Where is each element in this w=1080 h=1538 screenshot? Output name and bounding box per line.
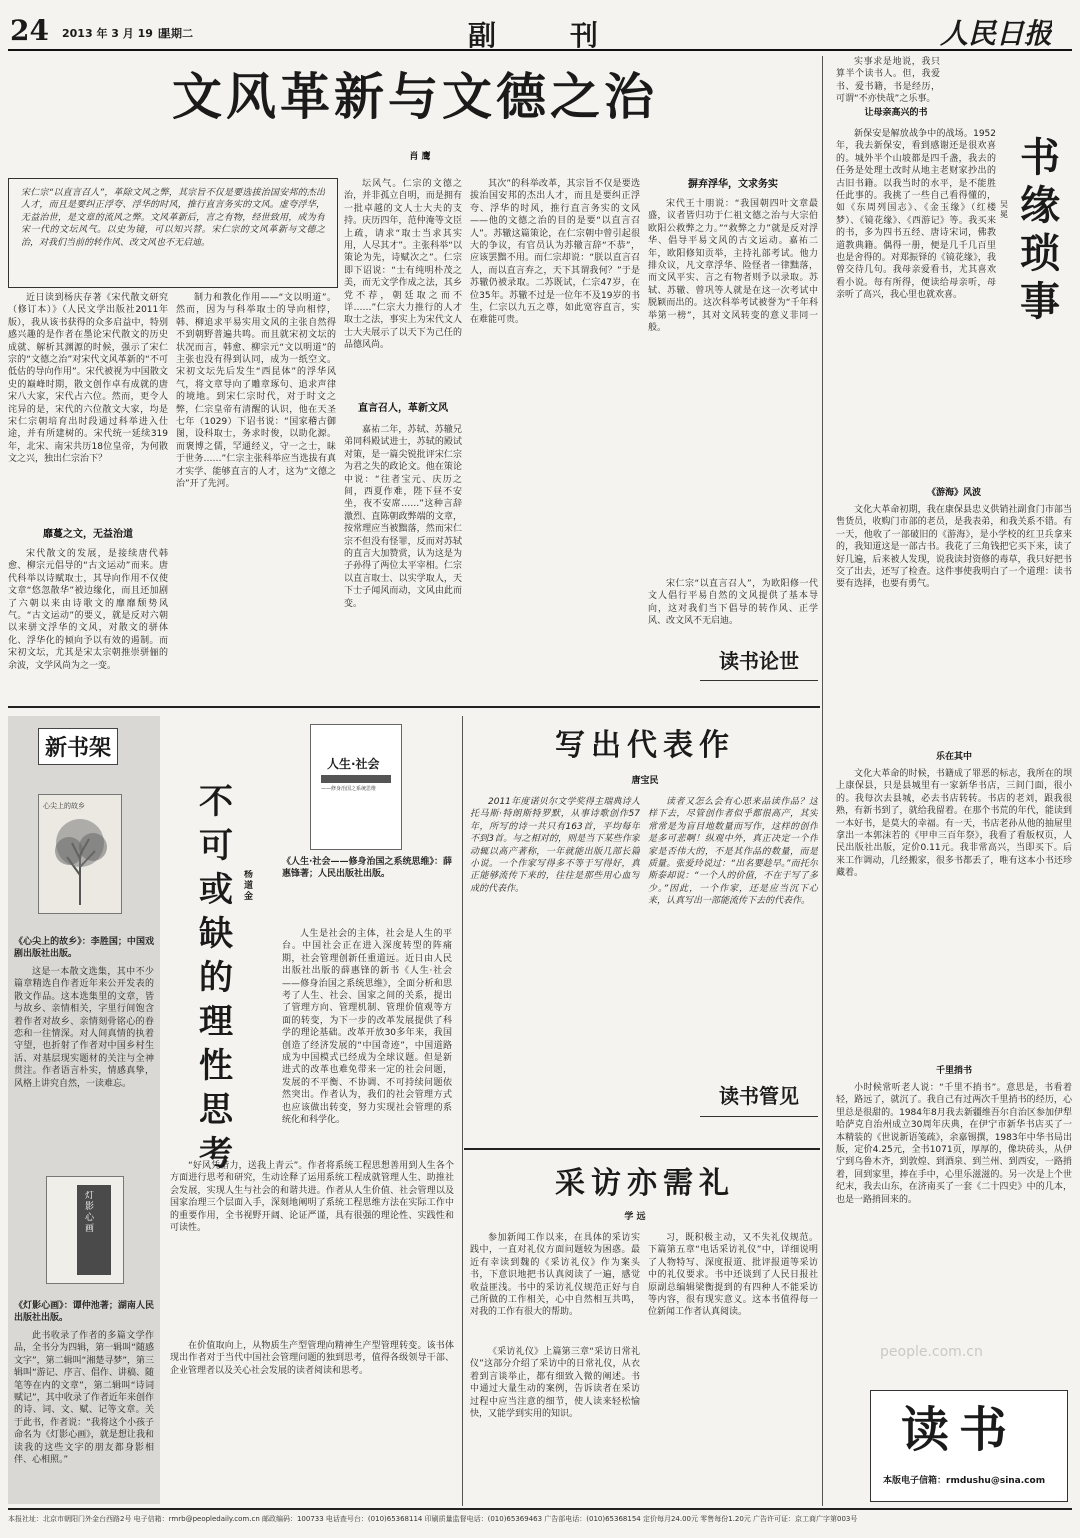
new-bookshelf-panel <box>8 716 160 1504</box>
issue-weekday: 星期二 <box>160 27 193 40</box>
lead-abstract-text: 宋仁宗“以直言召人”，革除文风之弊，其宗旨不仅是要选拔治国安邦的杰出人才，而且是要纠正浮夸、浮华的时风，推行直言务实的文风。虚夸浮华，无益治世，是文章的流风之弊。文风革新后，言之有物，经世致用，成为有宋一代的文坛风气。以史为镜，可以知兴替。宋仁宗的文风革新与文德之治，对我们当前的转作风、改文风也不无启迪。 <box>21 188 325 248</box>
lead-title: 文风革新与文德之治 <box>172 67 658 126</box>
lead-col1: 近日读到杨庆存著《宋代散文研究（修订本）》（人民文学出版社2011年版），我从该书获得的众多启益中，特别感兴趣的是作者在墨论宋代散文的历史成就、解析其渊源的时候，强示了宋仁宗的“文德之治”对宋代文风革新的“不可低估的导向作用”。宋代被视为中国散文史的巅峰时期，散文创作卓有成就的唐宋八大家，宋代占六位。然而，更令人诧异的是，宋代的六位散文大家，均是宋仁宗朝培育出时段通过科举进入仕途，并有所建树的。宋代统一延续319年，北宋、南宋共历18位皇帝，为何散文之兴，独出仁宗治下？ <box>8 293 168 465</box>
right-sub1-text: 新保安是解放战争中的战场。1952年，我去新保安，看到感谢还是很欢喜的。城外半个山坡都是四千盏，我去的任务是处理土改时从地主老财家抄出的古旧书籍。以我当时的水平，是不能胜任此事的。我挑了一些自己看得懂的，如《东周列国志》、《金玉缘》（红楼梦）、《镜花缘》、《西游记》等。我买来的书，多为四书五经、唐诗宋词，佛教道教典籍。偶得一册，便是几千几百里也是舍得的。对郑振铎的《镜花缘》，我曾交待几句。我母亲爱看书，尤其喜欢看小说。每有所得，便读给母亲听，母亲听了高兴，我心里也就欢喜。 <box>836 129 996 301</box>
tree-illustration <box>39 795 121 913</box>
new-bookshelf-label: 新书架 <box>38 728 118 765</box>
right-author: 吴 冕 <box>1000 200 1008 219</box>
book-cover-xinjian <box>38 794 122 914</box>
editor-email: 本版电子信箱：rmdushu@sina.com <box>883 1476 1046 1486</box>
lead-col3: 坛风气。仁宗的文德之治，并非孤立自明，而是拥有一批卓越的文人士大夫的支持。庆历四年，范仲淹等文臣上疏，请求“取士当求其实用，人尽其才”。主张科举“以策论为先，诗赋次之”。仁宗即下诏说：“士有纯明朴茂之美，而无文学作成之法，其乡党不荐，朝廷取之而不详……”仁宗大力推行的人才取士之法，事实上为宋代文人士大夫展示了以天下为己任的品德风尚。 <box>344 179 462 351</box>
imprint-footer: 本报社址：北京市朝阳门外金台西路2号 电子信箱：rmrb@peopledaily.com.cn 邮政编码：100733 电话查号台：(010)65368114 印刷质量监督电话：(010)65369463 广告部电话：(010)65368154 定价每月24.00元 零售每份1.20元 广告许可证：京工商广字第003号 <box>8 1515 858 1523</box>
dushu-footer-box <box>870 1390 1068 1502</box>
lead-col5: 宋代王十朋说：“我国朝四叶文章最盛，议者皆归功于仁祖文德之治与大宗伯欧阳公救弊之力。”“救弊之力”就是反对浮华、倡导平易文风的古文运动。嘉祐二年，欧阳修知贡举，主持礼部考试。他力排众议，凡文章浮华、险怪者一律黜落，而文风平实、言之有物者则予以录取。苏轼、苏辙、曾巩等人就是在这一次考试中脱颖而出的。这次科举考试被誉为“千年科举第一榜”，其对文风转变的意义非同一般。 <box>648 199 818 334</box>
essay2-book-cover-title: 人生·社会 <box>327 757 380 771</box>
book1-text: 这是一本散文选集，其中不少篇章精选自作者近年来公开发表的散文作品。这本选集里的文章，皆与故乡、亲情相关，字里行间饱含着作者对故乡、亲情刻骨铭心的眷恋和一往情深。对人间真情的执着守望，也折射了作者对中国乡村生活、对基层现实题材的关注与全神贯注。作者语言朴实，情感真挚，风格上讲究自然，一读难忘。 <box>14 967 154 1089</box>
essay2-text2: “好风凭借力，送我上青云”。作者将系统工程思想善用到人生各个方面进行思考和研究，生动诠释了运用系统工程成就管理人生、助推社会发展，实现人生与社会的和谐共进。作者从人生价值、社会管理以及国家治理三个层面入手，深刻地阐明了系统工程思维方法在实际工作中的重要作用，全书视野开阔、论证严谨，具有很强的理论性、实践性和可读性。 <box>170 1161 454 1234</box>
newspaper-logo: 人民日报 <box>940 17 1053 50</box>
right-sub3: 乐在其中 <box>935 752 972 762</box>
section-name: 副 刊 <box>468 19 605 50</box>
essay2-book-caption: 《人生·社会——修身治国之系统思维》：薛惠锋著；人民出版社出版。 <box>282 857 452 880</box>
issue-date: 2013 年 3 月 19 日 <box>62 27 168 40</box>
essay3-text-right: 读者又怎么会有心思来品读作品？这样下去，尽管创作者似乎都很高产，其实常常是为盲目地数量而写作，这样的创作是多可悲啊！纵观中外，真正决定一个作家是否伟大的，不是其作品的数量，而是质量。张爱玲说过：“出名要趁早。”而托尔斯泰却说：“一个人的价值，不在于写了多少。”因此，一个作家，还是应当沉下心来，认真写出一部能流传下去的代表作。 <box>648 797 818 907</box>
essay4-text1: 参加新闻工作以来，在具体的采访实践中，一直对礼仪方面问题较为困惑。最近有幸读到魏的《采访礼仪》作为案头书，下意识地把书认真阅读了一遍，感觉收益匪浅。书中的采访礼仪规范正好与自己所做的工作相关，心中自然相互共鸣，对我的工作有很大的帮助。 <box>470 1233 640 1318</box>
masthead <box>0 0 1080 50</box>
essay2-book-cover-sub: ——修身治国之系统思维 <box>321 786 377 792</box>
right-intro: 实事求是地说，我只算半个读书人。但，我爱书、爱书籍，书是经历，可谓“不亦快哉”之乐事。 <box>836 57 940 104</box>
lead-col1b: 宋代散文的发展，是接续唐代韩愈、柳宗元倡导的“古文运动”而来。唐代科举以诗赋取士，其导向作用不仅使文章“悠忽散华”被边缘化，而且还加剧了六朝以来由诗歌文的靡靡颓势风气。“古文运动”的要义，就是反对六朝以来骈文浮华的文风，对散文的骈体化、浮华化的倾向予以有效的遏制。而宋初文坛，尤其是宋太宗朝推崇骈俪的余波，文学风尚为之一变。 <box>8 549 168 671</box>
essay2-text1: 人生是社会的主体，社会是人生的平台。中国社会正在进入深度转型的阵痛期，社会管理创新任重道远。近日由人民出版社出版的薛惠锋的新书《人生·社会——修身治国之系统思维》，全面分析和思考了人生、社会、国家之间的关系，提出了管理方向、管理机制、管理价值观等方面的转变，为下一步的改革发展提供了科学的理论基础。改革开放30多年来，我国创造了经济发展的“中国奇迹”，中国道路成为中国模式已经成为全球议题。但是新进式的改革也难免带来一定的社会问题，发展的不平衡、不协调、不可持续问题依然突出。作者认为，我们的社会管理方式也应该做出转变，努力实现社会管理的系统化和科学化。 <box>282 929 452 1126</box>
essay2-book-cover <box>310 724 402 850</box>
right-sub4: 千里捎书 <box>935 1066 972 1076</box>
column-label-dushu-guanjian: 读书管见 <box>700 1076 818 1117</box>
page-number: 24 <box>10 14 49 47</box>
lead-author: 肖 鹰 <box>409 152 431 162</box>
book2-caption: 《灯影心画》：谭仲池著；湖南人民出版社出版。 <box>14 1301 154 1324</box>
lead-col3b: 嘉祐二年，苏轼、苏辙兄弟同科殿试进士，苏轼的殿试对策，是一篇尖锐批评宋仁宗为君之失的政论文。他在策论中说：“往者宝元、庆历之间，西夏作难，陛下昼不安坐，夜不安席……”这种言辞激烈、直陈朝政弊端的文章，按常理应当被黜落，然而宋仁宗不但没有怪罪，反而对苏轼的直言大加赞赏，认为这是为子孙得了两位太平宰相。仁宗以直言取士、以实学取人，天下士子闻风而动，文风由此而变。 <box>344 425 462 609</box>
essay4-text2: 《采访礼仪》上篇第三章“采访日常礼仪”这部分介绍了采访中的日常礼仪，从衣着到言谈举止，都有细致入微的阐述。书中通过大量生动的案例，告诉读者在采访过程中应当注意的细节，使人读来轻松愉快，又能学到实用的知识。 <box>470 1347 640 1420</box>
right-sub4-text: 小时候常听老人说：“千里不捎书”。意思是，书看着轻，路远了，就沉了。我自己有过两次千里捎书的经历，心里总是很甜的。1984年8月我去新疆维吾尔自治区参加伊犁哈萨克自治州成立30周年庆典，在伊宁市新华书店买了一本精装的《世说新语笺疏》，余嘉锡撰，1983年中华书局出版，定价4.25元，全书1071页，厚厚的，像块砖头，从伊宁到乌鲁木齐，到敦煌、到酒泉、到兰州、到西安，一路捎着，回到家里，捧在手中，心里乐滋滋的。另一次是上个世纪末，我去山东，在济南买了一套《二十四史》中的几本，也是一路捎回来的。 <box>836 1083 1072 1205</box>
lead-col1-subhead: 靡蔓之文，无益治道 <box>43 529 133 540</box>
right-sub1: 让母亲高兴的书 <box>864 108 928 118</box>
essay4-title: 采访亦需礼 <box>555 1166 735 1201</box>
essay3-text-left: 2011年度诺贝尔文学奖得主瑞典诗人托马斯·特朗斯特罗默，从事诗歌创作57年，所写的诗一共只有163首，平均每年不到3首。与之相对的，则是当下某些作家动辄以高产著称，一年就能出版几部长篇小说。一个作家写得多不等于写得好，真正能够流传下来的，往往是那些用心血写成的代表作。 <box>470 797 640 894</box>
lead-col3-subhead: 直言召人，革新文风 <box>358 403 448 414</box>
right-title: 书缘琐事 <box>1020 134 1060 325</box>
essay2-title: 不 可 或 缺 的 理 性 思 考 <box>199 782 233 1174</box>
column-label-dushu-lunshi: 读书论世 <box>700 642 818 681</box>
essay3-author: 唐宝民 <box>631 776 659 786</box>
book-cover-xinjian-title: 心尖上的故乡 <box>43 802 85 810</box>
lead-col2: 制力和教化作用——“文以明道”。然而，因为与科举取士的导向相悖，韩、柳追求平易实用文风的主张自然得不到朝野普遍共鸣。而且就宋初文坛的状况而言，韩愈、柳宗元“文以明道”的主张也没有得到认同，成为一纸空文。宋初文坛先后发生“西昆体”的浮华风气，将文章导向了雕章琢句、追求声律的境地。到宋仁宗时代，对于时文之弊，仁宗皇帝有清醒的认识，他在天圣七年（1029）下诏书说：“国家稽古御图，设科取士，务求时俊，以助化源。而褒博之儒，罕通经义，守一之士，昧于世务……”仁宗主张科举应当选拔有真才实学、能够直言的人才，这为“文德之治”开了先河。 <box>176 293 336 490</box>
lead-col4: 其次”的科举改革，其宗旨不仅是要选拔治国安邦的杰出人才，而且是要纠正浮夸、浮华的时风，推行直言务实的文风——他的文德之治的目的是要“以直言召人”。苏辙这篇策论，在仁宗朝中曾引起很大的争议，有官员认为苏辙言辞“不恭”，应该罢黜不用。而仁宗却说：“朕以直言召人，而以直言弃之，天下其谓我何？”于是苏辙仍被录取。二苏既试，仁宗47岁，在位35年。苏辙不过是一位年不及19岁的书生，仁宗以九五之尊，如此宽容直言，实在难能可贵。 <box>470 179 640 326</box>
lead-col5b: 宋仁宗“以直言召人”，为欧阳修一代文人倡行平易自然的文风提供了基本导向，这对我们当下倡导的转作风、正学风、改文风不无启迪。 <box>648 579 818 627</box>
right-sub2-text: 文化大革命初期，我在康保县忠义供销社副食门市部当售货员，收购门市部的老员，是我表弟，和我关系不错。有一天，他收了一部破旧的《游海》，是小学校的红卫兵拿来的，我知道这是一部古书。我花了三角钱把它买下来，读了好几遍，后来被人发现，说我读封资修的毒草，我只好把书交了出去，还写了检查。这件事使我明白了一个道理：读书要有选择，也要有勇气。 <box>836 505 1072 590</box>
dushu-label: 读书 <box>901 1402 1018 1458</box>
book2-text: 此书收录了作者的多篇文学作品，全书分为四辑，第一辑叫“随感文字”，第二辑叫“湘楚寻梦”，第三辑叫“游记、序言、倡作、讲稿、随笔等在内的文章”，第二辑叫“诗词赋记”，其中收录了作者近年来创作的诗、词、文、赋、记等文章。关于此书，作者说：“我将这个小孩子命名为《灯影心画》，就是想让我和读我的这些文字的朋友都身影相伴、心相照。” <box>14 1331 154 1466</box>
essay4-text3: 习，既积极主动，又不失礼仪规范。下篇第五章“电话采访礼仪”中，详细说明了人物特写、深度报道、批评报道等采访中的礼仪要求。书中还谈到了人民日报社原副总编辑梁衡提到的有四种人不能采访等内容，很有现实意义。这本书值得每一位新闻工作者认真阅读。 <box>648 1233 818 1318</box>
essay3-title: 写出代表作 <box>555 728 735 763</box>
lead-abstract <box>8 178 338 288</box>
essay2-text3: 在价值取向上，从物质生产型管理向精神生产型管理转变。该书体现出作者对于当代中国社会管理问题的独到思考，值得各级领导干部、企业管理者以及关心社会发展的读者阅读和思考。 <box>170 1341 454 1376</box>
book-cover-dengying <box>46 1176 124 1284</box>
essay2-author: 杨道金 <box>244 870 254 902</box>
right-sub2: 《游海》风波 <box>926 488 981 498</box>
right-sub3-text: 文化大革命的时候，书籍成了罪恶的标志，我所在的坝上康保县，只是县城里有一家新华书店，三间门面，很小的。我每次去县城，必去书店转转。书店的老刘，跟我很熟，有新书到了，就给我留着。在那个书荒的年代，能读到一本好书，是莫大的幸福。有一天，书店老孙从他的抽屉里拿出一本郭沫若的《甲申三百年祭》，我看了看版权页，人民出版社出版，定价0.11元。我非常高兴，当即买下。后来工作调动，几经搬家，很多书都丢了，唯有这本小书还珍藏着。 <box>836 769 1072 879</box>
lead-col5-subhead: 摒弃浮华，文求务实 <box>688 179 778 190</box>
book1-caption: 《心尖上的故乡》：李胜国；中国戏剧出版社出版。 <box>14 937 154 960</box>
essay4-author: 学 远 <box>624 1212 646 1222</box>
people-watermark: people.com.cn <box>880 1344 983 1360</box>
book-cover-dengying-title: 灯影心画 <box>85 1191 95 1234</box>
